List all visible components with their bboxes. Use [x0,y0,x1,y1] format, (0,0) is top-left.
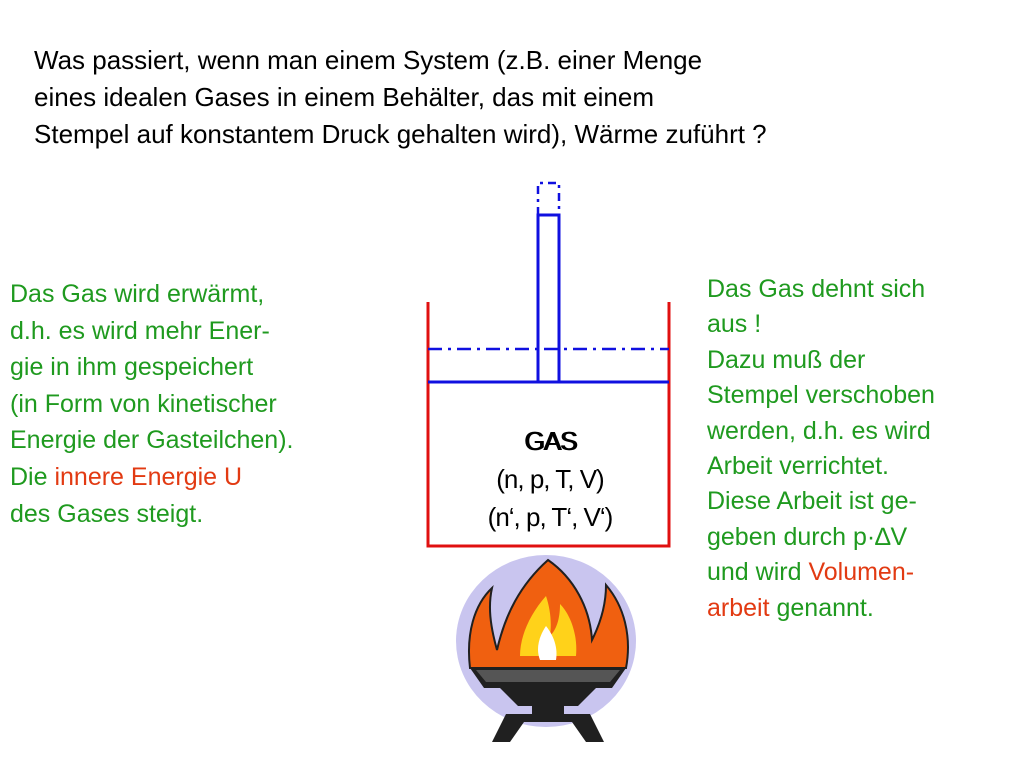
left-line-7: des Gases steigt. [10,499,204,528]
volume-work-term-part-2: arbeit [707,593,770,622]
intro-line-2: eines idealen Gases in einem Behälter, das mit einem [34,82,655,112]
right-line-5: werden, d.h. es wird [707,416,931,445]
right-line-1: Das Gas dehnt sich [707,275,926,303]
gas-label [470,422,630,536]
left-line-2: d.h. es wird mehr Ener- [10,316,270,345]
right-line-6: Arbeit verrichtet. [707,452,890,481]
left-line-4: (in Form von kinetischer [10,389,277,418]
intro-line-3: Stempel auf konstantem Druck gehalten wird), Wärme zuführt ? [34,119,767,149]
right-line-2: aus ! [707,310,762,339]
right-line-7: Diese Arbeit ist ge- [707,487,917,516]
left-line-1: Das Gas wird erwärmt, [10,280,265,308]
piston-rod [538,215,559,382]
intro-line-1: Was passiert, wenn man einem System (z.B. einer Menge [34,45,703,75]
fire-brazier-icon [456,555,636,742]
gas-state-variables-after-heating: (n‘, p, T‘, V‘) [487,502,613,532]
left-line-6-prefix: Die [10,462,55,491]
right-line-3: Dazu muß der [707,345,866,374]
gas-title: GAS [524,426,576,456]
left-line-5: Energie der Gasteilchen). [10,426,294,455]
right-line-9-prefix: und wird [707,558,809,587]
internal-energy-term: innere Energie U [54,462,243,491]
shifted-piston-rod [538,183,559,215]
right-line-4: Stempel verschoben [707,381,935,410]
left-line-3: gie in ihm gespeichert [10,353,254,382]
volume-work-term-part-1: Volumen- [808,558,915,587]
gas-state-variables: (n, p, T, V) [496,464,604,494]
right-line-10-suffix: genannt. [769,593,874,622]
right-line-8: geben durch p·∆V [707,522,908,551]
